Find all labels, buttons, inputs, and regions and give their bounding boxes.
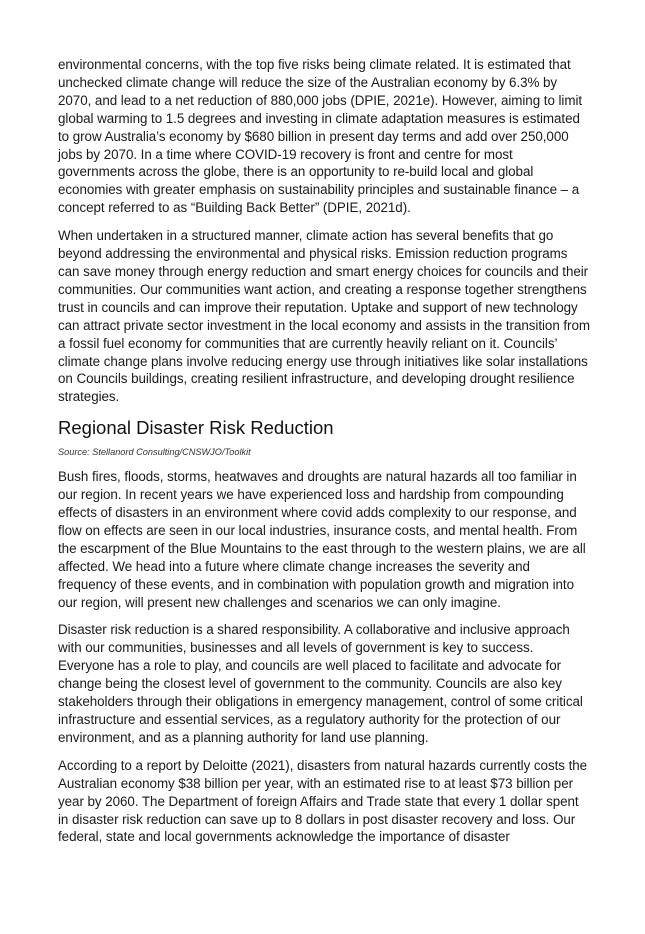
body-paragraph: Bush fires, floods, storms, heatwaves and droughts are natural hazards all too familiar in our region. In recent years we have experienced loss and hardship from compounding effects of disasters in an environment where covid adds complexity to our response, and flow on effects are seen in our local industries, insurance costs, and mental health. From the escarpment of the Blue Mountains to the east through to the western plains, we are all affected. We head into a future where climate change increases the severity and frequency of these events, and in combination with population growth and migration into our region, will present new challenges and scenarios we can only imagine. bbox=[58, 469, 586, 610]
body-paragraph: Disaster risk reduction is a shared responsibility. A collaborative and inclusive approach with our communities, businesses and all levels of government is key to success. Everyone has a role to play, and councils are well placed to facilitate and advocate for change being the closest level of government to the community. Councils are also key stakeholders through their obligations in emergency management, control of some critical infrastructure and essential services, as a regulatory authority for the protection of our environment, and as a planning authority for land use planning. bbox=[58, 622, 583, 745]
section-heading: Regional Disaster Risk Reduction bbox=[58, 417, 334, 439]
source-note: Source: Stellanord Consulting/CNSWJO/Toolkit bbox=[58, 447, 251, 458]
document-page bbox=[58, 56, 590, 856]
body-paragraph: environmental concerns, with the top five risks being climate related. It is estimated that unchecked climate change will reduce the size of the Australian economy by 6.3% by 2070, and lead to a net reduction of 880,000 jobs (DPIE, 2021e). However, aiming to limit global warming to 1.5 degrees and investing in climate adaptation measures is estimated to grow Australia’s economy by $680 billion in present day terms and add over 250,000 jobs by 2070. In a time where COVID-19 recovery is front and centre for most governments across the globe, there is an opportunity to re-build local and global economies with greater emphasis on sustainability principles and sustainable finance – a concept referred to as “Building Back Better” (DPIE, 2021d). bbox=[58, 57, 583, 216]
body-paragraph: When undertaken in a structured manner, climate action has several benefits that go beyond addressing the environmental and physical risks. Emission reduction programs can save money through energy reduction and smart energy choices for councils and their communities. Our communities want action, and creating a response together strengthens trust in councils and can improve their reputation. Uptake and support of new technology can attract private sector investment in the local economy and assists in the transition from a fossil fuel economy for communities that are currently heavily reliant on it. Councils’ climate change plans involve reducing energy use through initiatives like solar installations on Councils buildings, creating resilient infrastructure, and developing drought resilience strategies. bbox=[58, 228, 590, 405]
body-paragraph: According to a report by Deloitte (2021), disasters from natural hazards currently costs the Australian economy $38 billion per year, with an estimated rise to at least $73 billion per year by 2060. The Department of foreign Affairs and Trade state that every 1 dollar spent in disaster risk reduction can save up to 8 dollars in post disaster recovery and loss. Our federal, state and local governments acknowledge the importance of disaster bbox=[58, 757, 588, 845]
